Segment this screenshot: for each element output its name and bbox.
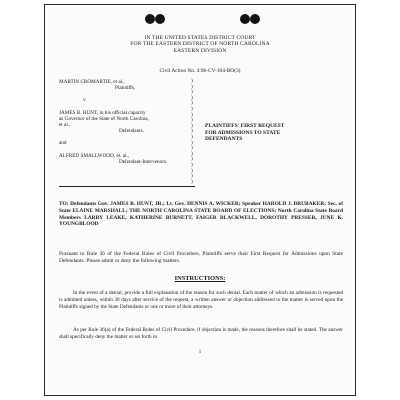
defendant-line-1: JAMES B. HUNT, in his official capacity [59, 109, 146, 116]
civil-action-number: Civil Action No. 4:96-CV-104-BO(3) [159, 68, 241, 74]
document-title [205, 123, 345, 143]
court-line-3: EASTERN DIVISION [173, 47, 227, 54]
caption-rule [59, 186, 195, 187]
versus: v. [83, 97, 87, 104]
and-text: and [59, 140, 67, 147]
punch-hole [250, 14, 260, 24]
intervenor-name: ALFRED SMALLWOOD, et. al., [59, 152, 130, 159]
instructions-paragraph-2: As per Rule 36(a) of the Federal Rules of Civil Procedure, if objection is made, the reasons therefore shall be stated. The answer shall specifically deny the matter or set forth in [59, 327, 343, 341]
addressee-block: TO: Defendants Gov. JAMES B. HUNT, JR.; Lt. Gov. DENNIS A. WICKER; Speaker HAROLD J. BRUBAKER; Sec. of State ELAINE MARSHALL; THE NORTH CAROLINA STATE BOARD OF ELECTIONS; North Carolina State Board Members LARRY LEAKE, KATHERINE BURNETT, FAIGER BLACKWELL, DOROTHY PRESSER, JUNE K. YOUNGBLOOD [59, 201, 343, 228]
court-line-1: IN THE UNITED STATES DISTRICT COURT [144, 35, 256, 41]
defendant-line-2: as Governor of the State of North Carolina, [59, 115, 149, 122]
plaintiff-role: Plaintiffs, [115, 85, 136, 92]
court-heading [45, 35, 355, 54]
title-line-1: PLAINTIFFS' FIRST REQUEST [205, 123, 285, 129]
defendant-role: Defendants. [119, 128, 144, 135]
caption-parentheses: ) ) ) ) ) ) ) ) ) ) ) ) ) ) ) ) ) ) ) [191, 78, 193, 185]
document-page [44, 4, 356, 396]
case-caption [59, 79, 189, 165]
title-line-2: FOR ADMISSIONS TO STATE [205, 129, 281, 136]
punch-hole [155, 14, 165, 24]
title-line-3: DEFENDANTS [205, 136, 243, 143]
page-number: 1 [198, 350, 202, 355]
punch-hole [145, 14, 155, 24]
instructions-heading [45, 275, 355, 282]
intro-paragraph: Pursuant to Rule 36 of the Federal Rules of Civil Procedure, Plaintiffs serve their First Request for Admissions upon State Defendants. Please admit or deny the following matters. [59, 251, 343, 264]
instructions-paragraph-1: In the event of a denial, provide a full explanation of the reason for such denial. Each matter of which an admission is requested is admitted unless, within 30 days after service of the request, a written answer or objection addressed to the matter is served upon the Plaintiffs signed by the State Defendants or one or more of their attorneys. [59, 290, 343, 311]
punch-hole [240, 14, 250, 24]
plaintiff-name: MARTIN CROMARTIE, et al., [59, 79, 125, 85]
court-line-2: FOR THE EASTERN DISTRICT OF NORTH CAROLINA [130, 41, 270, 48]
intervenor-role: Defendant-Intervenors. [119, 158, 168, 165]
instructions-heading-text: INSTRUCTIONS: [174, 275, 226, 282]
defendant-line-3: et al., [59, 122, 71, 129]
